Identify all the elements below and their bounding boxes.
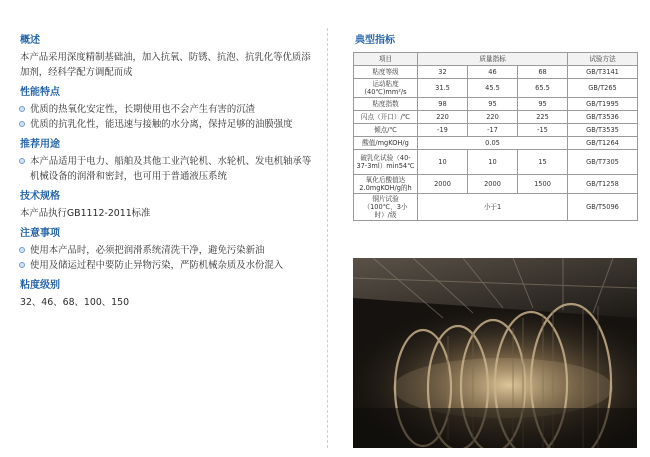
table-cell: GB/T265 (568, 79, 638, 98)
bullet-icon (19, 121, 25, 127)
column-divider (327, 28, 328, 448)
right-column (353, 34, 637, 221)
table-cell: 95 (468, 98, 518, 111)
header-quality: 质量指标 (418, 53, 568, 66)
table-cell: 小于1 (418, 194, 568, 221)
table-cell: 2000 (418, 175, 468, 194)
table-header-row (354, 53, 638, 66)
table-cell: GB/T5096 (568, 194, 638, 221)
features-title: 性能特点 (20, 87, 60, 98)
usage-item: 本产品适用于电力、船舶及其他工业汽轮机、水轮机、发电机轴承等机械设备的润滑和密封，也可用于普通液压系统 (14, 154, 314, 184)
usage-title: 推荐用途 (20, 139, 60, 150)
bullet-icon (19, 158, 25, 164)
table-row (354, 111, 638, 124)
feature-item: 优质的抗乳化性，能迅速与接触的水分离，保持足够的油膜强度 (14, 117, 314, 132)
table-cell: -15 (518, 124, 568, 137)
notes-title: 注意事项 (20, 228, 60, 239)
spec-title: 技术规格 (20, 191, 60, 202)
turbine-photo (353, 258, 637, 448)
bullet-icon (19, 106, 25, 112)
table-cell: 破乳化试验（40-37-3ml）min54℃ (354, 150, 418, 175)
table-row (354, 66, 638, 79)
header-method: 试验方法 (568, 53, 638, 66)
table-cell: 2000 (468, 175, 518, 194)
table-cell: 粘度指数 (354, 98, 418, 111)
table-cell: 225 (518, 111, 568, 124)
table-row (354, 137, 638, 150)
table-cell: 粘度等级 (354, 66, 418, 79)
table-row (354, 194, 638, 221)
table-row (354, 175, 638, 194)
table-row (354, 124, 638, 137)
table-cell: GB/T7305 (568, 150, 638, 175)
table-cell: 铜片试验（100℃，3小时）/级 (354, 194, 418, 221)
table-cell: GB/T3141 (568, 66, 638, 79)
table-cell: 65.5 (518, 79, 568, 98)
table-cell: GB/T3535 (568, 124, 638, 137)
table-row (354, 79, 638, 98)
header-item: 项目 (354, 53, 418, 66)
table-cell: 15 (518, 150, 568, 175)
table-cell: 45.5 (468, 79, 518, 98)
table-cell: GB/T1995 (568, 98, 638, 111)
table-cell: 68 (518, 66, 568, 79)
overview-text: 本产品采用深度精制基础油，加入抗氧、防锈、抗泡、抗乳化等优质添加剂，经科学配方调配而成 (20, 52, 311, 78)
table-cell: 32 (418, 66, 468, 79)
table-cell: 运动粘度(40℃)mm²/s (354, 79, 418, 98)
feature-item: 优质的热氧化安定性，长期使用也不会产生有害的沉渣 (14, 102, 314, 117)
bullet-icon (19, 262, 25, 268)
table-cell: 氧化后酸值达2.0mgKOH/g的h (354, 175, 418, 194)
viscosity-title: 粘度级别 (20, 280, 60, 291)
bullet-icon (19, 247, 25, 253)
note-item: 使用本产品时，必须把润滑系统清洗干净，避免污染新油 (14, 243, 314, 258)
table-cell: -19 (418, 124, 468, 137)
table-cell: 10 (468, 150, 518, 175)
spec-table (353, 52, 638, 221)
table-cell: 46 (468, 66, 518, 79)
turbine-illustration (353, 258, 637, 448)
left-column (14, 34, 314, 310)
table-cell: 220 (418, 111, 468, 124)
spec-text: 本产品执行GB1112-2011标准 (20, 208, 151, 219)
table-row (354, 150, 638, 175)
table-cell: GB/T3536 (568, 111, 638, 124)
table-cell: 闪点（开口）/℃ (354, 111, 418, 124)
table-cell: 10 (418, 150, 468, 175)
table-cell: GB/T1258 (568, 175, 638, 194)
note-item: 使用及储运过程中要防止异物污染，严防机械杂质及水份混入 (14, 258, 314, 273)
table-cell: 1500 (518, 175, 568, 194)
table-row (354, 98, 638, 111)
table-cell: 酸值/mgKOH/g (354, 137, 418, 150)
table-cell: 0.05 (418, 137, 568, 150)
table-cell: 98 (418, 98, 468, 111)
table-title: 典型指标 (355, 35, 395, 46)
viscosity-text: 32、46、68、100、150 (20, 297, 130, 308)
table-cell: 31.5 (418, 79, 468, 98)
table-cell: 220 (468, 111, 518, 124)
table-cell: GB/T1264 (568, 137, 638, 150)
table-cell: -17 (468, 124, 518, 137)
overview-title: 概述 (20, 35, 40, 46)
table-cell: 95 (518, 98, 568, 111)
table-cell: 倾点/℃ (354, 124, 418, 137)
